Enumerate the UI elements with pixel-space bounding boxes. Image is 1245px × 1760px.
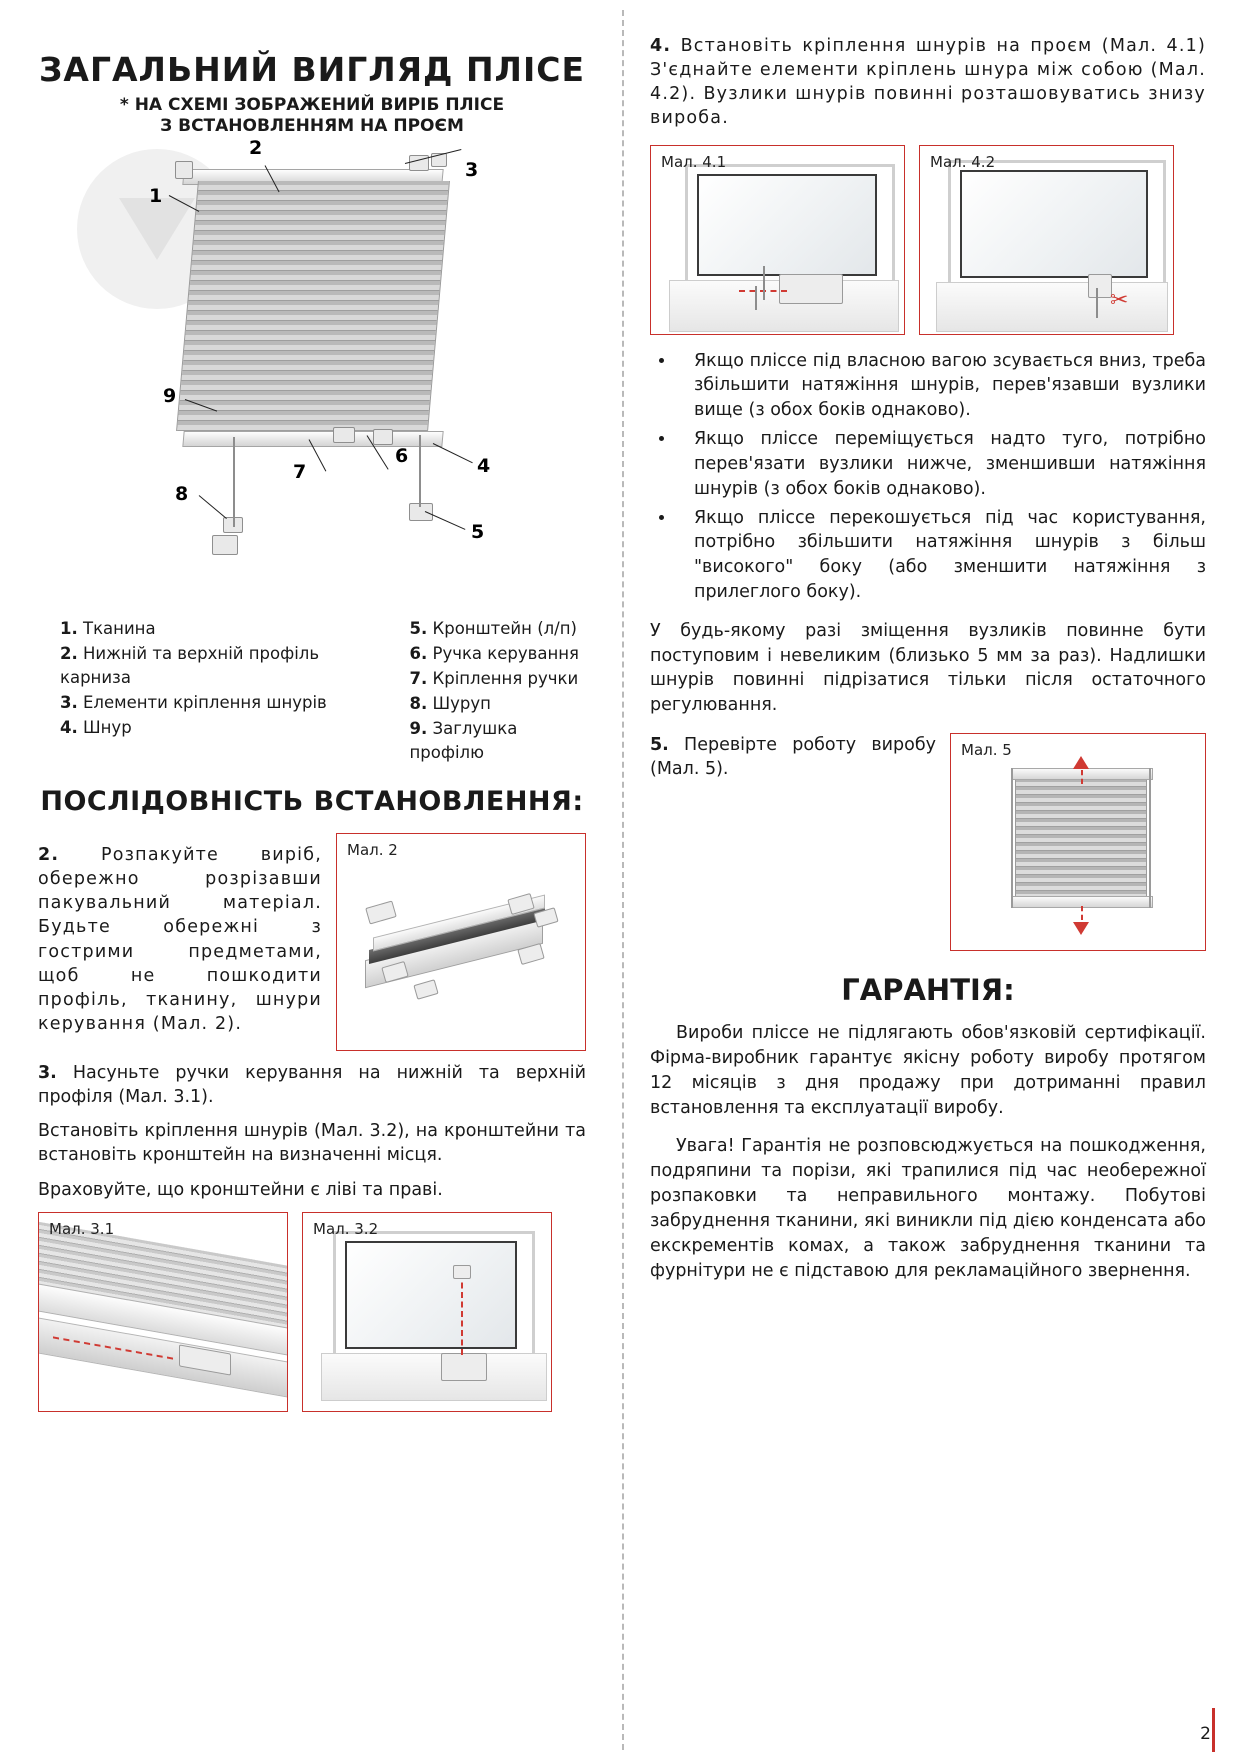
callout-7: 7 — [293, 461, 307, 484]
legend-item — [60, 617, 376, 641]
step-3-number: 3. — [38, 1062, 57, 1083]
figure-3-1-label: Мал. 3.1 — [49, 1219, 115, 1238]
figure-3-2 — [302, 1212, 552, 1412]
step-5-block — [650, 733, 1206, 951]
cord-right-5 — [1149, 768, 1151, 908]
bracket-bottom-left — [212, 535, 238, 555]
bracket-top-left — [175, 161, 193, 179]
legend-number: 2. — [60, 644, 78, 664]
callout-2: 2 — [249, 137, 263, 160]
handle-mount-right — [373, 429, 393, 445]
left-column — [38, 34, 586, 1412]
cord-art-41 — [763, 266, 765, 300]
figure-4-2 — [919, 145, 1174, 335]
window-frame-42 — [948, 160, 1166, 290]
legend-text: Елементи кріплення шнурів — [83, 693, 327, 713]
arrow-down-icon — [1073, 922, 1089, 935]
subtitle-line-1: * НА СХЕМІ ЗОБРАЖЕНИЙ ВИРІБ ПЛІСЕ — [119, 94, 505, 115]
callout-1: 1 — [149, 185, 163, 208]
callout-8: 8 — [175, 483, 189, 506]
step-2-paragraph — [38, 843, 322, 1036]
step-4-number: 4. — [650, 36, 672, 56]
callout-3: 3 — [465, 159, 479, 182]
legend — [60, 617, 586, 766]
legend-item — [410, 642, 587, 666]
adjustment-bullets — [650, 349, 1206, 605]
figure-5 — [950, 733, 1206, 951]
page-number: 2 — [1200, 1724, 1211, 1744]
scissors-icon: ✂ — [1110, 287, 1129, 313]
step-4-text: Встановіть кріплення шнурів на проєм (Мал. 4.1) З'єднайте елементи кріплень шнура між собою (Мал. 4.2). Вузлики шнурів повинні розташовуватись знизу виробa. — [650, 36, 1206, 129]
window-sill-32 — [321, 1353, 547, 1401]
step-2-block — [38, 833, 586, 1051]
figure-3-2-label: Мал. 3.2 — [313, 1219, 379, 1238]
legend-text: Заглушка профілю — [409, 719, 518, 763]
window-sill-42 — [936, 282, 1168, 332]
step-3-paragraph-3: Враховуйте, що кронштейни є ліві та праві. — [38, 1179, 443, 1200]
page-title: ЗАГАЛЬНИЙ ВИГЛЯД ПЛІСЕ — [38, 50, 586, 89]
packed-product-art — [359, 886, 569, 1016]
step-3-paragraph-2: Встановіть кріплення шнурів (Мал. 3.2), на кронштейни та встановіть кронштейн на визначенні місця. — [38, 1121, 586, 1166]
cord-mount-42 — [1088, 274, 1112, 298]
legend-number: 9. — [409, 719, 428, 739]
legend-item — [410, 717, 587, 765]
legend-text: Кронштейн (л/п) — [432, 619, 577, 639]
callout-6: 6 — [395, 445, 409, 468]
subtitle-line-2: З ВСТАНОВЛЕННЯМ НА ПРОЄМ — [160, 116, 464, 137]
motion-guide-down — [1081, 906, 1083, 920]
installation-sequence-title: ПОСЛІДОВНІСТЬ ВСТАНОВЛЕННЯ: — [40, 785, 584, 817]
step-2-text: Розпакуйте виріб, обережно розрізавши пакувальний матеріал. Будьте обережні з гострими предметами, щоб не пошкодити профіль, тканину, шнури керування (Мал. 2). — [38, 844, 322, 1034]
callout-4: 4 — [477, 455, 491, 478]
window-frame-32 — [333, 1231, 535, 1361]
legend-number: 1. — [60, 619, 78, 639]
adjustment-note: У будь-якому разі зміщення вузликів повинне бути поступовим і невеликим (близько 5 мм за раз). Надлишки шнурів повинні підрізатися тільки після остаточного регулювання. — [650, 621, 1206, 715]
legend-number: 4. — [60, 718, 78, 738]
step-2-number: 2. — [38, 844, 60, 865]
mount-guide-32 — [461, 1273, 463, 1355]
column-divider — [622, 10, 624, 1750]
legend-item — [410, 617, 587, 641]
figure-3-1 — [38, 1212, 288, 1412]
legend-item — [410, 667, 587, 691]
step-4-paragraph — [650, 34, 1206, 131]
legend-text: Шуруп — [432, 694, 491, 714]
legend-text: Ручка керування — [432, 644, 579, 664]
cord-clip-32 — [453, 1265, 471, 1279]
general-view-diagram — [57, 137, 567, 603]
legend-text: Шнур — [83, 718, 132, 738]
right-column — [650, 34, 1206, 1297]
cord-art-41-b — [755, 286, 757, 310]
figure-5-label: Мал. 5 — [961, 741, 1012, 759]
legend-item — [60, 691, 376, 715]
legend-text: Нижній та верхній профіль карниза — [60, 644, 320, 688]
callout-9: 9 — [163, 385, 177, 408]
cord-right — [419, 435, 421, 507]
part-bracket-e — [413, 979, 438, 999]
profile-art-31 — [38, 1243, 288, 1412]
cord-left-5 — [1011, 768, 1013, 908]
figure-4-2-label: Мал. 4.2 — [930, 152, 996, 171]
page-subtitle — [38, 95, 586, 138]
cord-art-42 — [1096, 288, 1098, 318]
part-handle — [365, 900, 397, 924]
step-5-text-wrap — [650, 733, 936, 791]
cord-mount-32 — [441, 1353, 487, 1381]
figure-4-1-label: Мал. 4.1 — [661, 152, 727, 171]
step-3-text-1: Насуньте ручки керування на нижній та верхній профіля (Мал. 3.1). — [38, 1062, 586, 1108]
figure-4-1 — [650, 145, 905, 335]
pleated-fabric — [176, 181, 450, 431]
cord-left — [233, 437, 235, 527]
arrow-up-icon — [1073, 756, 1089, 769]
guarantee-paragraph-1: Вироби пліссе не підлягають обов'язковій сертифікації. Фірма-виробник гарантує якісну роботу виробу протягом 12 місяців з дня продажу при дотриманні правил встановлення та експлуатації виробу. — [650, 1023, 1206, 1118]
step-5-paragraph — [650, 733, 936, 781]
leader-8 — [199, 496, 227, 520]
step-5-number: 5. — [650, 735, 669, 755]
step-2-text-wrap — [38, 833, 322, 1046]
handle-mount-left — [333, 427, 355, 443]
legend-item — [410, 692, 587, 716]
figure-2 — [336, 833, 586, 1051]
figures-4-row — [650, 145, 1206, 335]
step-5-text: Перевірте роботу виробу (Мал. 5). — [650, 735, 936, 780]
figure-2-label: Мал. 2 — [347, 840, 398, 859]
legend-number: 5. — [409, 619, 428, 639]
legend-item — [60, 716, 376, 740]
cord-mount-41 — [779, 274, 843, 304]
callout-5: 5 — [471, 521, 485, 544]
bullet-item: • Якщо пліссе перекошується під час користування, потрібно збільшити натяжіння шнурів з більш "високого" боку (або зменшити натяжіння з прилеглого боку). — [676, 506, 1206, 605]
legend-number: 7. — [409, 669, 428, 689]
bullet-item: • Якщо пліссе переміщується надто туго, потрібно перев'язати вузлики нижче, зменшивши натяжіння шнурів (з обох боків однаково). — [676, 427, 1206, 502]
guarantee-paragraph-2: Увага! Гарантія не розповсюджується на пошкодження, подряпини та порізи, які трапилися під час необережної розпаковки та неправильного монтажу. Побутові забруднення тканини, які виникли під дією конденсата або екскрементів комах, а також забруднення тканини та фурнітури не є підставою для рекламаційного звернення. — [650, 1136, 1206, 1281]
legend-column-right — [410, 617, 587, 766]
legend-item — [60, 642, 376, 690]
guarantee-title: ГАРАНТІЯ: — [841, 973, 1015, 1007]
legend-number: 3. — [60, 693, 78, 713]
motion-guide-up — [1081, 770, 1083, 784]
legend-column-left — [60, 617, 376, 766]
legend-text: Тканина — [83, 619, 156, 639]
bullet-item: • Якщо пліссе під власною вагою зсувається вниз, треба збільшити натяжіння шнурів, перев'язавши вузлики вище (з обох боків однаково). — [676, 349, 1206, 424]
window-frame-41 — [685, 164, 895, 288]
legend-number: 8. — [409, 694, 428, 714]
pleated-blind-art-5 — [1015, 778, 1147, 900]
leader-4 — [433, 444, 473, 464]
page-accent-rule — [1212, 1708, 1215, 1752]
legend-text: Кріплення ручки — [432, 669, 579, 689]
figures-3-row — [38, 1212, 586, 1412]
step-3-paragraph-1 — [38, 1061, 586, 1109]
legend-number: 6. — [409, 644, 428, 664]
